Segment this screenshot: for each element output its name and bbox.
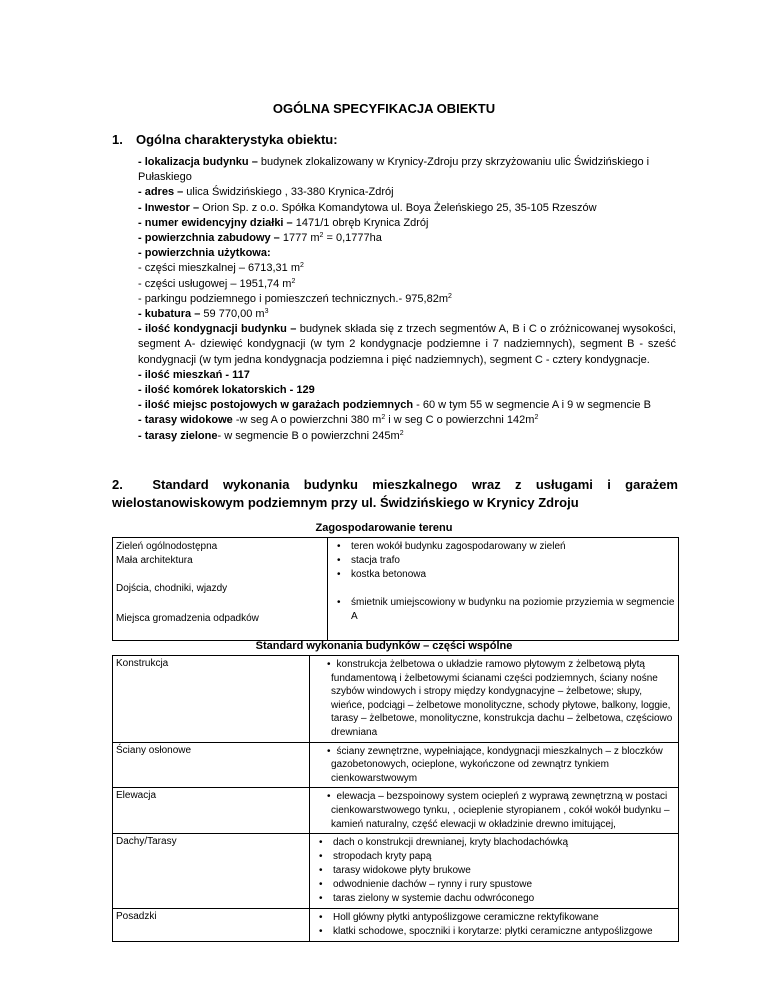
paragraph-bullet: • ściany zewnętrzne, wypełniające, kondygnacji mieszkalnych – z bloczków gazobetonowych, ocieplone, wykończone od zewnątrz tynkiem cienkowarstwowym — [327, 745, 663, 784]
section-2-word: i — [607, 477, 611, 492]
row-label: Konstrukcja — [113, 656, 310, 743]
section-1-title: Ogólna charakterystyka obiektu: — [136, 132, 338, 147]
table-row — [113, 656, 679, 743]
row-label: Dachy/Tarasy — [113, 834, 310, 909]
section-2-title-line1 — [112, 476, 678, 494]
location-line: - lokalizacja budynku – budynek zlokalizowany w Krynicy-Zdroju przy skrzyżowaniu ulic Świdzińskiego i Pułaskiego — [138, 156, 650, 184]
list-item: • stropodach kryty papą — [313, 850, 675, 864]
volume-line: - kubatura – 59 770,00 $m^3$ — [138, 308, 269, 321]
site-right-cell — [328, 538, 679, 641]
common-parts-table — [112, 655, 679, 942]
storage-rooms-line: - ilość komórek lokatorskich - 129 — [138, 384, 315, 397]
table-cell-label: Dojścia, chodniki, wjazdy — [116, 583, 228, 594]
section-2-word: mieszkalnego — [372, 477, 458, 492]
spacer — [116, 596, 324, 610]
document-title: OGÓLNA SPECYFIKACJA OBIEKTU — [272, 101, 496, 116]
usable-area-heading: - powierzchnia użytkowa: — [138, 247, 271, 260]
section-2-word: wykonania — [222, 477, 290, 492]
object-characteristics — [138, 155, 676, 444]
floor-bullet-list — [313, 911, 675, 939]
site-development-table — [112, 537, 679, 641]
list-item: • odwodnienie dachów – rynny i rury spustowe — [313, 878, 675, 892]
section-2-heading — [112, 476, 678, 512]
service-area-line: - części usługowej – 1951,74 $m^2$ — [138, 277, 296, 290]
floors-line: - ilość kondygnacji budynku – budynek składa się z trzech segmentów A, B i C o zróżnicowanej wysokości, segment A- dziewięć kondygnacji (w tym 2 kondygnacje podziemne i 7 nadziemnych), segment B - sześć kondygnacji (w tym jedna kondygnacja podziemna i pięć nadziemnych), segment C - cztery kondygnacje. — [138, 323, 676, 366]
built-area-line: - powierzchnia zabudowy – 1777 $m^2 = 0,1777ha$ — [138, 232, 382, 245]
list-item: • stacja trafo — [331, 554, 675, 568]
site-development-caption: Zagospodarowanie terenu — [315, 522, 453, 534]
apartments-line: - ilość mieszkań - 117 — [138, 368, 250, 381]
row-label: Ściany osłonowe — [113, 742, 310, 788]
waste-bullet-list — [331, 596, 675, 624]
table-row — [113, 834, 679, 909]
section-2-title-line2: wielostanowiskowym podziemnym przy ul. Świdzińskiego w Krynicy Zdroju — [112, 495, 579, 510]
section-2-word: garażem — [625, 477, 678, 492]
table-cell-label: Mała architektura — [116, 555, 193, 566]
parking-spaces-line: - ilość miejsc postojowych w garażach podziemnych - 60 w tym 55 w segmencie A i 9 w segmencie B — [138, 399, 651, 412]
row-content — [310, 909, 679, 942]
plot-number-line: - numer ewidencyjny działki – 1471/1 obręb Krynica Zdrój — [138, 216, 429, 229]
list-item: • tarasy widokowe płyty brukowe — [313, 864, 675, 878]
table-cell-label: Zieleń ogólnodostępna — [116, 541, 218, 552]
table-row — [113, 909, 679, 942]
section-1-heading — [112, 132, 338, 147]
spacer — [331, 582, 675, 596]
list-item: • klatki schodowe, spoczniki i korytarze: płytki ceramiczne antypoślizgowe — [313, 925, 675, 939]
roof-bullet-list — [313, 836, 675, 906]
row-content — [310, 788, 679, 834]
paragraph-bullet: • konstrukcja żelbetowa o układzie ramowo płytowym z żelbetową płytą fundamentową i żelbetowymi ścianami części podziemnych, ściany nośne szybów windowych i stropy między kondygnacyjne – żelbetowe; słupy, wieńce, podciągi – żelbetowe monolityczne, schody płytowe, balkony, loggie, tarasy – żelbetowe, monolityczne, konstrukcja dachu – żelbetowa, częściowo drewniana — [327, 659, 673, 738]
common-parts-caption: Standard wykonania budynków – części wspólne — [255, 640, 513, 652]
section-2-word: usługami — [535, 477, 593, 492]
list-item: • taras zielony w systemie dachu odwróconego — [313, 892, 675, 906]
site-bullet-list — [331, 540, 675, 582]
spacer — [116, 568, 324, 582]
row-label: Elewacja — [113, 788, 310, 834]
row-label: Posadzki — [113, 909, 310, 942]
view-terraces-line: - tarasy widokowe -w seg A o powierzchni 380 $m^2$ i w seg C o powierzchni $142m^2$ — [138, 414, 539, 427]
list-item: • Holl główny płytki antypoślizgowe ceramiczne rektyfikowane — [313, 911, 675, 925]
residential-area-line: - części mieszkalnej – 6713,31 $m^2$ — [138, 262, 304, 275]
section-2-word: wraz — [471, 477, 501, 492]
list-item: • śmietnik umiejscowiony w budynku na poziomie przyziemia w segmencie A — [331, 596, 675, 624]
table-row — [113, 788, 679, 834]
investor-line: - Inwestor – Orion Sp. z o.o. Spółka Komandytowa ul. Boya Żeleńskiego 25, 35-105 Rzeszów — [138, 201, 597, 214]
row-content — [310, 656, 679, 743]
green-terraces-line: - tarasy zielone- w segmencie B o powierzchni $245m^2$ — [138, 429, 404, 442]
table-row — [113, 742, 679, 788]
address-line: - adres – ulica Świdzińskiego , 33-380 Krynica-Zdrój — [138, 186, 394, 199]
section-2-word: Standard — [152, 477, 209, 492]
section-2-word: z — [515, 477, 522, 492]
row-content — [310, 834, 679, 909]
list-item: • teren wokół budynku zagospodarowany w zieleń — [331, 540, 675, 554]
list-item: • kostka betonowa — [331, 568, 675, 582]
row-content — [310, 742, 679, 788]
list-item: • dach o konstrukcji drewnianej, kryty blachodachówką — [313, 836, 675, 850]
parking-area-line: - parkingu podziemnego i pomieszczeń technicznych.- $975,82m^2$ — [138, 292, 452, 305]
section-2-number: 2. — [112, 477, 123, 492]
section-1-number: 1. — [112, 132, 123, 147]
site-left-cell — [113, 538, 328, 641]
spacer — [331, 624, 675, 638]
section-2-word: budynku — [303, 477, 358, 492]
paragraph-bullet: • elewacja – bezspoinowy system ociepleń z wyprawą zewnętrzną w postaci cienkowarstwowego tynku, , ocieplenie styropianem , cokół wokół budynku – kamień naturalny, część elewacji w okładzinie drewno imitującej, — [327, 791, 670, 830]
table-cell-label: Miejsca gromadzenia odpadków — [116, 613, 259, 624]
